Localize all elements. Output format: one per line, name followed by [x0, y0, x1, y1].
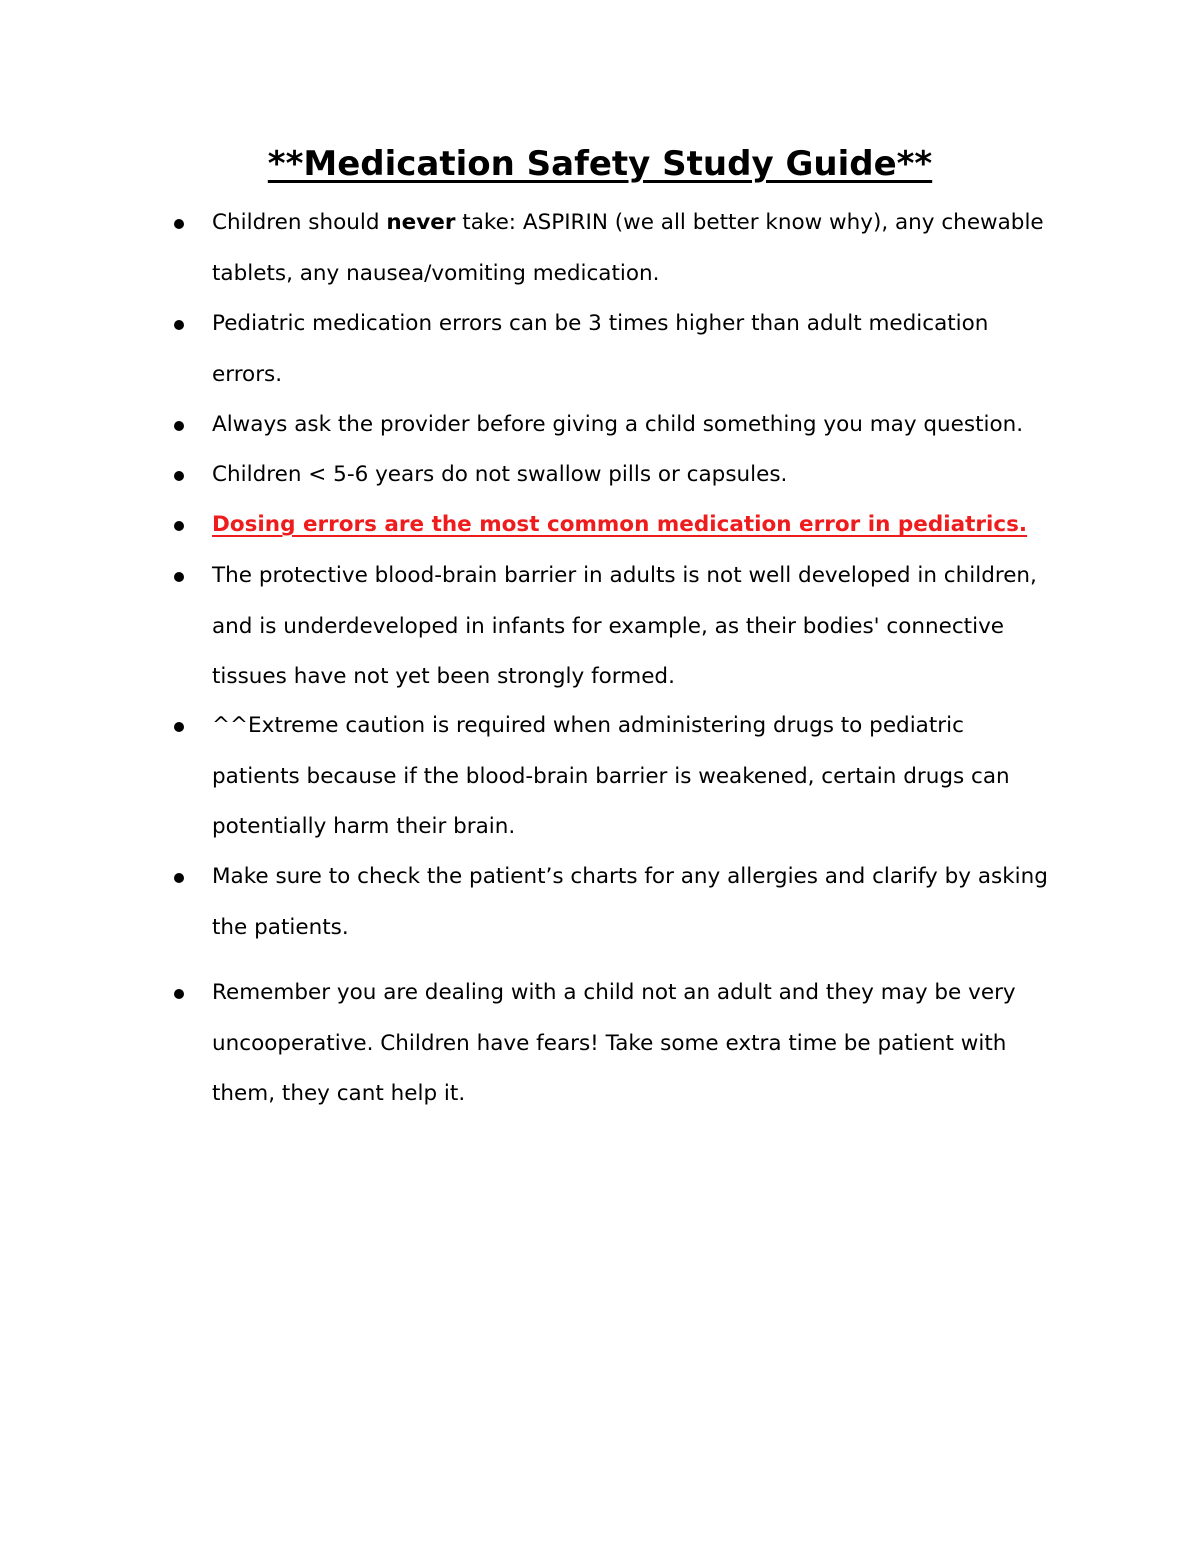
- bullet-icon: [174, 521, 184, 531]
- bullet-icon: [174, 722, 184, 732]
- highlighted-warning-text: Dosing errors are the most common medication error in pediatrics.: [212, 512, 1028, 537]
- bullet-icon: [174, 320, 184, 330]
- list-item: [212, 400, 1052, 451]
- list-item: [212, 299, 1052, 400]
- bullet-icon: [174, 219, 184, 229]
- bullet-icon: [174, 989, 184, 999]
- list-item-text: Children < 5-6 years do not swallow pills or capsules.: [212, 462, 788, 487]
- list-item-text: Remember you are dealing with a child not an adult and they may be very uncooperative. Children have fears! Take some extra time be patient with them, they cant help it.: [212, 980, 1016, 1106]
- bullet-icon: [174, 873, 184, 883]
- list-item-text: Children should never take: ASPIRIN (we all better know why), any chewable tablets, any nausea/vomiting medication.: [212, 210, 1044, 286]
- emphasis-text: never: [386, 210, 456, 235]
- list-item: [212, 852, 1052, 953]
- bullet-icon: [174, 421, 184, 431]
- list-item-text: Pediatric medication errors can be 3 times higher than adult medication errors.: [212, 311, 989, 387]
- bullet-icon: [174, 471, 184, 481]
- list-item: [212, 551, 1052, 703]
- document-title: **Medication Safety Study Guide**: [267, 144, 933, 184]
- list-item: [212, 701, 1052, 853]
- list-item-text: The protective blood-brain barrier in adults is not well developed in children, and is underdeveloped in infants for example, as their bodies' connective tissues have not yet been strongly formed.: [212, 563, 1037, 689]
- list-item-text: ^^Extreme caution is required when administering drugs to pediatric patients because if the blood-brain barrier is weakened, certain drugs can potentially harm their brain.: [212, 713, 1010, 839]
- bullet-icon: [174, 572, 184, 582]
- list-item-text: Make sure to check the patient’s charts for any allergies and clarify by asking the patients.: [212, 864, 1048, 940]
- list-item-text: Always ask the provider before giving a child something you may question.: [212, 412, 1024, 437]
- list-item: [212, 500, 1052, 551]
- list-item: [212, 450, 1052, 501]
- list-item: [212, 198, 1052, 299]
- list-item: [212, 968, 1052, 1120]
